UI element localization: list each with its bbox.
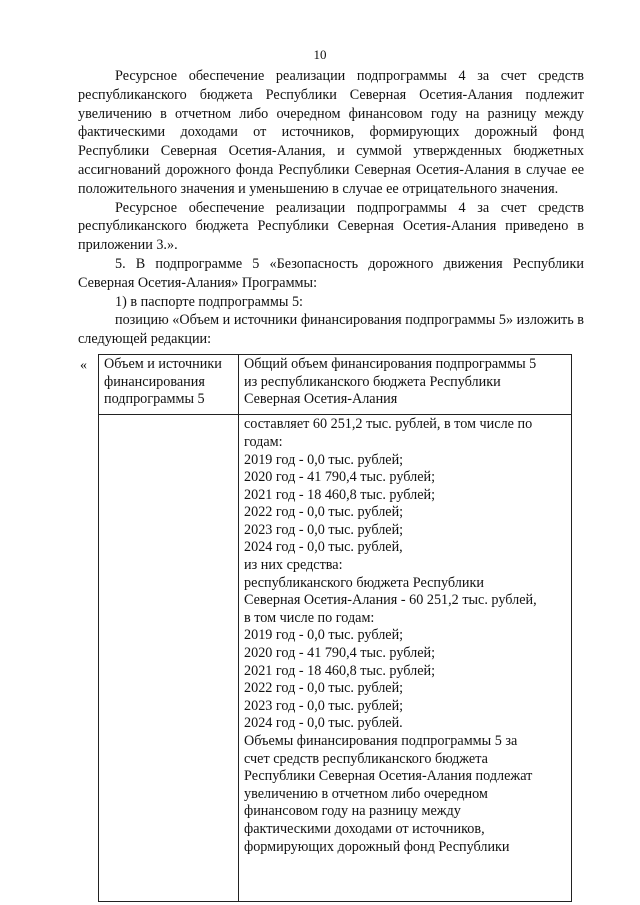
detail-line: 2022 год - 0,0 тыс. рублей; [244, 504, 404, 521]
detail-line: составляет 60 251,2 тыс. рублей, в том числе по [244, 416, 533, 433]
detail-line: 2023 год - 0,0 тыс. рублей; [244, 697, 404, 714]
financing-total-cell [239, 355, 572, 415]
opening-quote: « [80, 358, 87, 373]
detail-line: 2019 год - 0,0 тыс. рублей; [244, 451, 404, 468]
detail-line: в том числе по годам: [244, 609, 375, 626]
detail-line: 2022 год - 0,0 тыс. рублей; [244, 680, 404, 697]
detail-line: счет средств республиканского бюджета [244, 750, 488, 767]
detail-line: 2021 год - 18 460,8 тыс. рублей; [244, 486, 436, 503]
detail-line: 2020 год - 41 790,4 тыс. рублей; [244, 645, 436, 662]
total-line: из республиканского бюджета Республики [244, 373, 501, 390]
label-line: Объем и источники [104, 356, 222, 372]
total-line: Общий объем финансирования подпрограммы 5 [244, 356, 537, 372]
detail-line: Республики Северная Осетия-Алания подлежат [244, 768, 533, 785]
financing-details-cell [239, 415, 572, 902]
page-number: 10 [313, 47, 327, 62]
detail-line: 2023 год - 0,0 тыс. рублей; [244, 521, 404, 538]
table-row [99, 415, 572, 902]
table-row [99, 355, 572, 415]
total-line: Северная Осетия-Алания [244, 391, 398, 408]
detail-line: республиканского бюджета Республики [244, 574, 484, 591]
paragraph-passport: 1) в паспорте подпрограммы 5: [115, 293, 303, 310]
label-line: подпрограммы 5 [104, 391, 205, 408]
detail-line: 2021 год - 18 460,8 тыс. рублей; [244, 662, 436, 679]
detail-line: увеличению в отчетном либо очередном [244, 785, 488, 802]
detail-line: из них средства: [244, 557, 343, 574]
paragraph-resource-appendix: Ресурсное обеспечение реализации подпрограммы 4 за счет средств республиканского бюджета Республики Северная Осетия-Алания приведено в приложении 3.». [78, 199, 584, 254]
paragraph-resource-increase: Ресурсное обеспечение реализации подпрограммы 4 за счет средств республиканского бюджета Республики Северная Осетия-Алания подлежит увеличению в отчетном либо очередном финансовом году на разницу между фактическими доходами от источников, формирующих дорожный фонд Республики Северная Осетия-Алания, и суммой утвержденных бюджетных ассигнований дорожного фонда Республики Северная Осетия-Алания в случае ее положительного значения и уменьшению в случае ее отрицательного значения. [78, 68, 584, 197]
document-body [78, 67, 584, 349]
empty-cell [99, 415, 239, 902]
financing-table [98, 354, 572, 902]
detail-line: Северная Осетия-Алания - 60 251,2 тыс. рублей, [244, 592, 537, 609]
label-line: финансирования [104, 373, 205, 390]
detail-line: 2019 год - 0,0 тыс. рублей; [244, 627, 404, 644]
detail-line: финансовом году на разницу между [244, 803, 461, 820]
financing-label-cell [99, 355, 239, 415]
detail-line: 2024 год - 0,0 тыс. рублей. [244, 715, 403, 732]
detail-line: Объемы финансирования подпрограммы 5 за [244, 733, 518, 750]
paragraph-subprogram-5: 5. В подпрограмме 5 «Безопасность дорожного движения Республики Северная Осетия-Алания» Программы: [78, 255, 584, 291]
detail-line: 2024 год - 0,0 тыс. рублей, [244, 539, 403, 556]
detail-line: формирующих дорожный фонд Республики [244, 838, 510, 855]
detail-line: фактическими доходами от источников, [244, 820, 485, 837]
detail-line: годам: [244, 433, 283, 450]
detail-line: 2020 год - 41 790,4 тыс. рублей; [244, 469, 436, 486]
paragraph-position: позицию «Объем и источники финансирования подпрограммы 5» изложить в следующей редакции: [78, 312, 584, 348]
